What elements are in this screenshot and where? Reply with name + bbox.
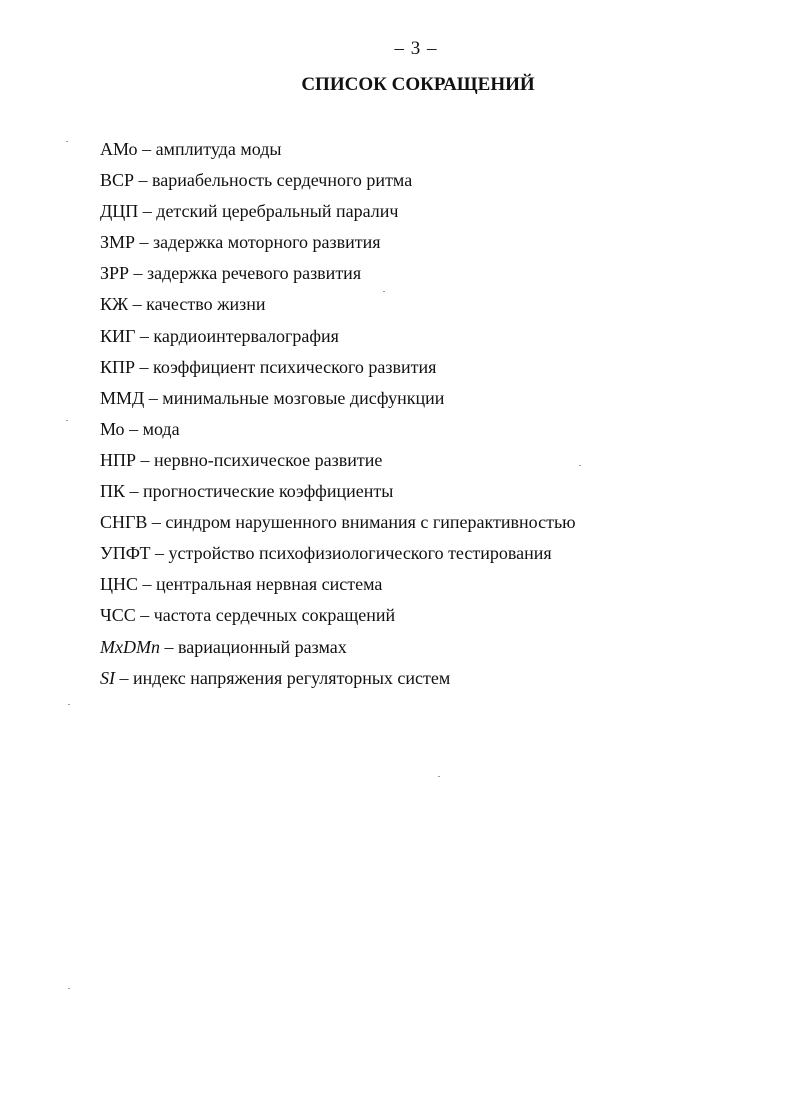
abbreviation-term: УПФТ	[100, 543, 151, 564]
abbreviation-term: Мо	[100, 418, 125, 439]
abbreviation-definition: кардиоинтервалография	[153, 325, 339, 346]
abbreviation-separator: –	[129, 263, 148, 284]
abbreviation-term: КЖ	[100, 294, 129, 315]
abbreviation-list	[100, 137, 576, 697]
abbreviation-definition: минимальные мозговые дисфункции	[162, 387, 445, 408]
abbreviation-item	[100, 541, 576, 572]
abbreviation-separator: –	[137, 139, 156, 159]
scan-speck	[66, 141, 68, 142]
scan-speck	[383, 291, 385, 292]
abbreviation-term: ЗМР	[100, 232, 136, 253]
abbreviation-separator: –	[159, 636, 178, 657]
abbreviation-separator: –	[125, 481, 144, 502]
abbreviation-term: ЧСС	[100, 605, 136, 626]
abbreviation-definition: детский церебральный паралич	[156, 201, 399, 222]
abbreviation-definition: амплитуда моды	[155, 139, 282, 159]
abbreviation-term: ЦНС	[100, 574, 139, 595]
abbreviation-item	[100, 199, 576, 230]
abbreviation-item	[100, 417, 576, 448]
abbreviation-item	[100, 603, 576, 634]
abbreviation-definition: вариационный размах	[177, 636, 347, 657]
abbreviation-definition: прогностические коэффициенты	[143, 481, 394, 502]
abbreviation-separator: –	[135, 232, 154, 253]
abbreviation-item	[100, 168, 576, 199]
abbreviation-term: ВСР	[100, 170, 135, 191]
scan-speck	[66, 420, 68, 421]
abbreviation-definition: мода	[142, 418, 180, 439]
abbreviation-definition: центральная нервная система	[156, 574, 383, 595]
abbreviation-definition: частота сердечных сокращений	[153, 605, 396, 626]
abbreviation-separator: –	[144, 387, 163, 408]
abbreviation-term: НПР	[100, 449, 137, 470]
scan-speck	[438, 776, 440, 777]
abbreviation-term: ДЦП	[100, 201, 139, 222]
abbreviation-item	[100, 666, 576, 697]
abbreviation-separator: –	[135, 356, 154, 377]
abbreviation-definition: вариабельность сердечного ритма	[152, 170, 413, 191]
abbreviation-term: АМо	[100, 139, 138, 159]
abbreviation-separator: –	[135, 325, 154, 346]
abbreviation-separator: –	[115, 667, 133, 688]
abbreviation-item	[100, 448, 576, 479]
abbreviation-term: КПР	[100, 356, 136, 377]
scan-speck	[68, 704, 70, 705]
abbreviation-term: SI	[100, 667, 115, 688]
abbreviation-item	[100, 635, 576, 666]
abbreviation-item	[100, 292, 576, 323]
abbreviation-separator: –	[138, 574, 157, 595]
abbreviation-definition: качество жизни	[146, 294, 266, 315]
abbreviation-definition: устройство психофизиологического тестирования	[168, 543, 552, 564]
abbreviation-term: MxDMn	[100, 636, 160, 657]
abbreviation-item	[100, 261, 576, 292]
abbreviation-term: ЗРР	[100, 263, 130, 284]
abbreviation-separator: –	[136, 449, 155, 470]
abbreviation-separator: –	[138, 201, 157, 222]
abbreviation-definition: индекс напряжения регуляторных систем	[133, 667, 451, 688]
abbreviation-item	[100, 324, 576, 355]
abbreviation-separator: –	[150, 543, 169, 564]
abbreviation-definition: коэффициент психического развития	[153, 356, 437, 377]
abbreviation-separator: –	[128, 294, 147, 315]
abbreviation-separator: –	[135, 605, 154, 626]
abbreviation-separator: –	[124, 418, 143, 439]
abbreviation-definition: синдром нарушенного внимания с гиперактивностью	[165, 512, 576, 533]
abbreviation-term: ПК	[100, 481, 126, 502]
abbreviation-separator: –	[147, 512, 166, 533]
abbreviation-term: КИГ	[100, 325, 136, 346]
abbreviation-separator: –	[134, 170, 153, 191]
abbreviation-definition: задержка моторного развития	[153, 232, 381, 253]
scan-speck	[68, 988, 70, 989]
scan-speck	[579, 465, 581, 466]
abbreviation-item	[100, 137, 576, 168]
page-title: СПИСОК СОКРАЩЕНИЙ	[301, 74, 535, 95]
abbreviation-item	[100, 572, 576, 603]
abbreviation-term: ММД	[100, 387, 145, 408]
abbreviation-item	[100, 479, 576, 510]
abbreviation-item	[100, 230, 576, 261]
abbreviation-item	[100, 510, 576, 541]
abbreviation-definition: нервно-психическое развитие	[154, 449, 383, 470]
abbreviation-definition: задержка речевого развития	[147, 263, 362, 284]
abbreviation-item	[100, 355, 576, 386]
page-number: – 3 –	[394, 38, 438, 59]
abbreviation-item	[100, 386, 576, 417]
abbreviation-term: СНГВ	[100, 512, 148, 533]
